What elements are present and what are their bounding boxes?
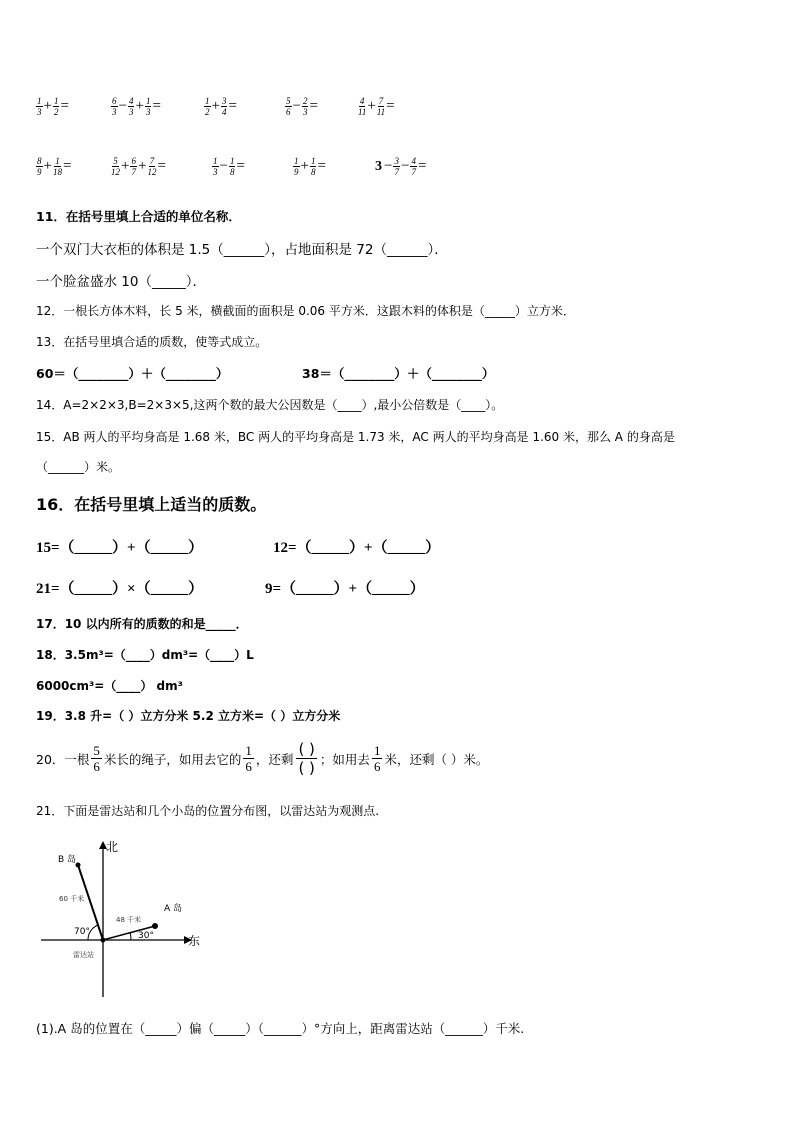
q16-eq2: 12=（_____）+（_____）: [273, 540, 441, 556]
label-island-a: A 岛: [164, 904, 183, 914]
calc-2-2: $\frac{5}{12}$ + $\frac{6}{7}$ + $\frac{7}{12}$ =: [111, 156, 166, 177]
label-station: 雷达站: [73, 951, 94, 959]
q11-line1: 一个双门大衣柜的体积是 1.5（______），占地面积是 72（______）．: [36, 242, 448, 258]
label-island-b: B 岛: [58, 855, 77, 865]
q13-eq1: 60＝（________）＋（________）: [36, 366, 229, 381]
q16-eq4: 9=（_____）+（_____）: [265, 581, 425, 597]
q11-line2: 一个脸盆盛水 10（_____）．: [36, 274, 206, 290]
q17-text: 17．10 以内所有的质数的和是_____．: [36, 617, 248, 631]
island-a-dot: [152, 923, 158, 929]
q20-frac-five-sixths: 5 6: [93, 743, 100, 774]
calc-2-3: $\frac{1}{3}$ − $\frac{1}{8}$ =: [213, 156, 245, 177]
q11-title: 11．在括号里填上合适的单位名称．: [36, 209, 241, 224]
q20-text: 20．一根 5 6 米长的绳子，如用去它的 1 6 ，还剩 ( ) ( ) ；如用去 1 6 米，还剩（ ）米。: [36, 740, 489, 777]
island-b-dot: [76, 863, 81, 868]
q20-blank-fraction: ( ) ( ): [298, 740, 315, 777]
q13-title: 13．在括号里填合适的质数，使等式成立。: [36, 335, 268, 349]
calc-1-3: $\frac{1}{2}$ + $\frac{3}{4}$ =: [205, 96, 237, 117]
radar-diagram: [36, 835, 226, 1000]
label-dist-a: 48 千米: [116, 916, 142, 924]
q20-frac-one-sixth-a: 1 6: [245, 743, 252, 774]
label-dist-b: 60 千米: [59, 895, 85, 903]
q21-title: 21．下面是雷达站和几个小岛的位置分布图，以雷达站为观测点.: [36, 804, 380, 818]
label-angle-b: 70°: [74, 927, 90, 937]
q18-line1: 18．3.5m³=（____）dm³=（____）L: [36, 648, 254, 662]
calc-1-4: $\frac{5}{6}$ − $\frac{2}{3}$ =: [286, 96, 318, 117]
calc-1-1: $\frac{1}{3}$ + $\frac{1}{2}$ =: [37, 96, 69, 117]
label-north: 北: [106, 840, 119, 854]
q18-line2: 6000cm³=（____） dm³: [36, 679, 183, 693]
label-angle-a: 30°: [138, 931, 154, 941]
q16-eq1: 15=（_____）+（_____）: [36, 540, 204, 556]
q16-eq3: 21=（_____）×（_____）: [36, 581, 204, 597]
q14-text: 14．A=2×2×3,B=2×3×5,这两个数的最大公因数是（____）,最小公倍数是（____）。: [36, 398, 504, 412]
q12-text: 12．一根长方体木料，长 5 米，横截面的面积是 0.06 平方米．这跟木料的体积是（_____）立方米．: [36, 304, 575, 318]
q20-frac-one-sixth-b: 1 6: [373, 743, 381, 774]
calc-2-5: 3 − $\frac{3}{7}$ − $\frac{4}{7}$ =: [375, 156, 427, 177]
calc-2-4: $\frac{1}{9}$ + $\frac{1}{8}$ =: [294, 156, 326, 177]
label-east: 东: [188, 934, 201, 948]
station-dot: [101, 938, 106, 943]
calc-2-1: $\frac{8}{9}$ + $\frac{1}{18}$ =: [37, 156, 72, 177]
q13-eq2: 38＝（________）＋（________）: [302, 366, 495, 381]
q21-sub1: (1).A 岛的位置在（_____）偏（_____）（______）°方向上，距离雷达站（______）千米.: [36, 1021, 525, 1036]
q15-line1: 15．AB 两人的平均身高是 1.68 米，BC 两人的平均身高是 1.73 米，AC 两人的平均身高是 1.60 米，那么 A 的身高是: [36, 430, 675, 444]
q19-text: 19．3.8 升=（ ）立方分米 5.2 立方米=（ ）立方分米: [36, 709, 341, 723]
q16-title: 16．在括号里填上适当的质数。: [36, 495, 267, 514]
calc-1-2: $\frac{6}{3}$ − $\frac{4}{3}$ + $\frac{1}{3}$ =: [112, 96, 161, 117]
q15-line2: （______）米。: [36, 460, 121, 474]
calc-1-5: $\frac{4}{11}$ + $\frac{7}{11}$ =: [358, 96, 395, 117]
